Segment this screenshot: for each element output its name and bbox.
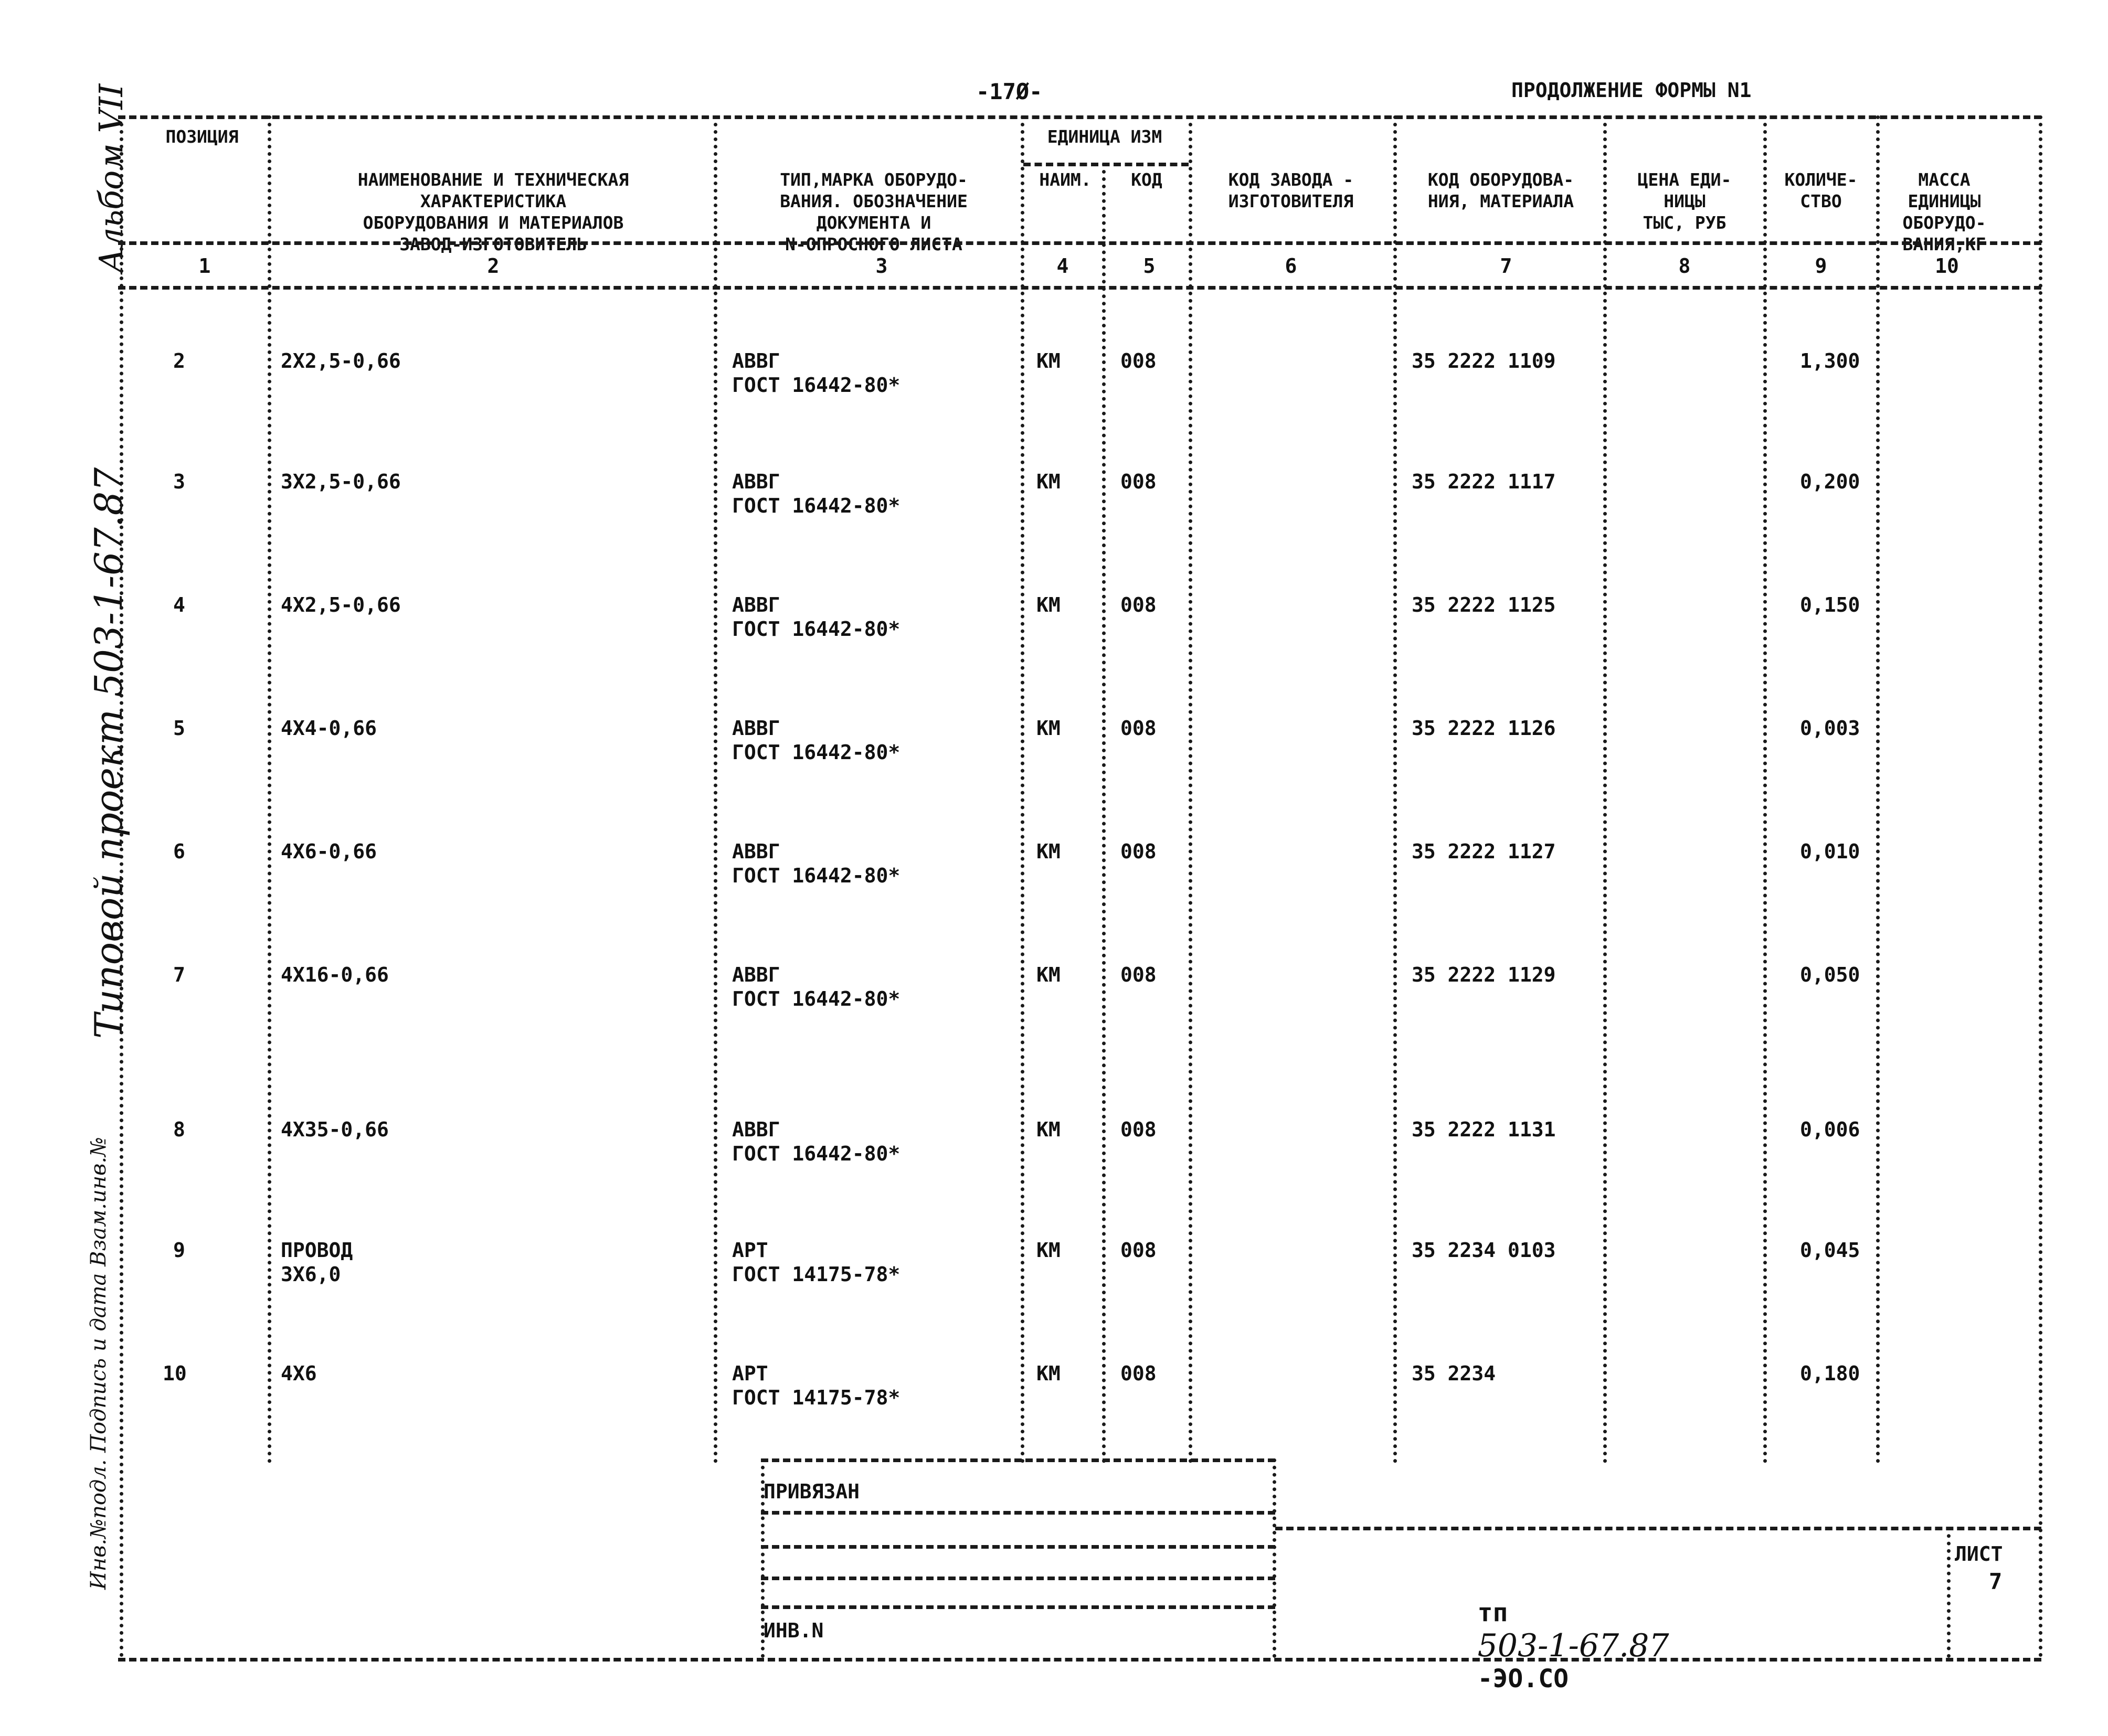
cell-code: 008	[1120, 1362, 1157, 1385]
cell-code: 008	[1120, 1239, 1157, 1262]
col-border-9	[1876, 115, 1880, 1464]
header-name: НАИМЕНОВАНИЕ И ТЕХНИЧЕСКАЯ ХАРАКТЕРИСТИКА ОБОРУДОВАНИЯ И МАТЕРИАЛОВ ЗАВОД-ИЗГОТОВИТЕЛЬ	[357, 169, 629, 254]
project-label: Типовой проект 503-1-67.87	[87, 467, 131, 1039]
cell-equipment-code: 35 2222 1129	[1412, 963, 1556, 986]
cell-code: 008	[1120, 963, 1157, 986]
rule-number-row-bottom	[118, 286, 2041, 290]
cell-name: 4X16-0,66	[281, 963, 389, 986]
col-border-4	[1102, 163, 1106, 1464]
cell-type: АВВГ ГОСТ 16442-80*	[732, 470, 901, 517]
cell-equipment-code: 35 2222 1117	[1412, 470, 1556, 493]
col-border-3	[1021, 115, 1024, 1464]
rule-footer-top	[761, 1458, 1275, 1462]
colnum-2: 2	[487, 254, 500, 278]
cell-unit: КМ	[1036, 1118, 1061, 1141]
col-border-8	[1763, 115, 1767, 1464]
colnum-10: 10	[1935, 254, 1959, 278]
cell-type: АРТ ГОСТ 14175-78*	[732, 1362, 901, 1409]
cell-code: 008	[1120, 717, 1157, 740]
cell-type: АВВГ ГОСТ 16442-80*	[732, 963, 901, 1010]
rule-header-bottom	[118, 241, 2041, 245]
rule-footer-3	[761, 1577, 1275, 1580]
cell-quantity: 0,003	[1800, 717, 1860, 740]
rule-footer-title	[1275, 1527, 2041, 1530]
stamp-label: Инв.№подл. Подпись и дата Взам.инв.№	[87, 1137, 111, 1590]
colnum-3: 3	[875, 254, 888, 278]
cell-name: 4X4-0,66	[281, 717, 377, 740]
cell-equipment-code: 35 2222 1131	[1412, 1118, 1556, 1141]
rule-top	[118, 115, 2041, 119]
cell-type: АВВГ ГОСТ 16442-80*	[732, 840, 901, 887]
col-border-left	[120, 115, 123, 1658]
header-price: ЦЕНА ЕДИ- НИЦЫ ТЫС, РУБ	[1637, 169, 1732, 233]
cell-unit: КМ	[1036, 1362, 1061, 1385]
document-code: тп 503-1-67.87 -ЭО.СО	[1477, 1598, 1669, 1694]
rule-footer-4	[761, 1605, 1275, 1609]
form-title: ПРОДОЛЖЕНИЕ ФОРМЫ N1	[1511, 79, 1752, 102]
cell-type: АВВГ ГОСТ 16442-80*	[732, 593, 901, 641]
colnum-5: 5	[1143, 254, 1156, 278]
rule-unit-subheader	[1023, 163, 1189, 166]
cell-quantity: 1,300	[1800, 349, 1860, 372]
cell-position: 10	[163, 1362, 187, 1385]
cell-name: 4X35-0,66	[281, 1118, 389, 1141]
rule-footer-2	[761, 1545, 1275, 1549]
cell-position: 6	[173, 840, 185, 863]
colnum-8: 8	[1678, 254, 1691, 278]
cell-code: 008	[1120, 470, 1157, 493]
cell-quantity: 0,045	[1800, 1239, 1860, 1262]
header-position: ПОЗИЦИЯ	[165, 126, 239, 147]
inventory-label: ИНВ.N	[764, 1619, 824, 1642]
footer-border-right	[1273, 1458, 1276, 1658]
cell-code: 008	[1120, 593, 1157, 616]
cell-position: 8	[173, 1118, 185, 1141]
col-border-7	[1603, 115, 1607, 1464]
header-type: ТИП,МАРКА ОБОРУДО- ВАНИЯ. ОБОЗНАЧЕНИЕ ДОКУМЕНТА И N-ОПРОСНОГО ЛИСТА	[780, 169, 968, 254]
cell-unit: КМ	[1036, 717, 1061, 740]
cell-equipment-code: 35 2234	[1412, 1362, 1496, 1385]
cell-unit: КМ	[1036, 593, 1061, 616]
cell-position: 3	[173, 470, 185, 493]
colnum-7: 7	[1500, 254, 1512, 278]
cell-unit: КМ	[1036, 1239, 1061, 1262]
colnum-1: 1	[198, 254, 211, 278]
cell-name: 3X2,5-0,66	[281, 470, 401, 493]
cell-position: 7	[173, 963, 185, 986]
page-number: -17Ø-	[976, 79, 1043, 104]
colnum-4: 4	[1056, 254, 1069, 278]
footer-sheet-border	[1947, 1527, 1951, 1658]
cell-equipment-code: 35 2222 1126	[1412, 717, 1556, 740]
cell-equipment-code: 35 2222 1125	[1412, 593, 1556, 616]
cell-position: 4	[173, 593, 185, 616]
col-border-right	[2039, 115, 2042, 1658]
header-unit: ЕДИНИЦА ИЗМ	[1047, 126, 1162, 147]
cell-unit: КМ	[1036, 349, 1061, 372]
cell-position: 9	[173, 1239, 185, 1262]
footer-border-left	[761, 1458, 765, 1658]
cell-type: АВВГ ГОСТ 16442-80*	[732, 1118, 901, 1165]
cell-quantity: 0,180	[1800, 1362, 1860, 1385]
cell-type: АВВГ ГОСТ 16442-80*	[732, 717, 901, 764]
rule-bottom	[118, 1658, 2041, 1662]
colnum-6: 6	[1285, 254, 1297, 278]
cell-name: 4X6	[281, 1362, 317, 1385]
attached-label: ПРИВЯЗАН	[764, 1480, 860, 1503]
cell-code: 008	[1120, 349, 1157, 372]
col-border-6	[1393, 115, 1397, 1464]
cell-type: АРТ ГОСТ 14175-78*	[732, 1239, 901, 1286]
cell-name: 2X2,5-0,66	[281, 349, 401, 372]
col-border-1	[268, 115, 271, 1464]
album-label: Альбом VII	[92, 83, 130, 273]
colnum-9: 9	[1815, 254, 1827, 278]
cell-unit: КМ	[1036, 840, 1061, 863]
cell-quantity: 0,050	[1800, 963, 1860, 986]
cell-position: 5	[173, 717, 185, 740]
cell-name: 4X2,5-0,66	[281, 593, 401, 616]
cell-quantity: 0,006	[1800, 1118, 1860, 1141]
sheet-number: 7	[1989, 1569, 2003, 1594]
header-unit-name: НАИМ.	[1039, 169, 1092, 190]
col-border-2	[714, 115, 717, 1464]
header-unit-code: КОД	[1131, 169, 1162, 190]
header-equipment-code: КОД ОБОРУДОВА- НИЯ, МАТЕРИАЛА	[1427, 169, 1574, 211]
cell-equipment-code: 35 2222 1127	[1412, 840, 1556, 863]
cell-equipment-code: 35 2222 1109	[1412, 349, 1556, 372]
col-border-5	[1189, 115, 1192, 1464]
cell-type: АВВГ ГОСТ 16442-80*	[732, 349, 901, 397]
header-mass: МАССА ЕДИНИЦЫ ОБОРУДО- ВАНИЯ,КГ	[1902, 169, 1986, 254]
header-quantity: КОЛИЧЕ- СТВО	[1784, 169, 1858, 211]
cell-position: 2	[173, 349, 185, 372]
rule-footer-1	[761, 1511, 1275, 1515]
cell-quantity: 0,010	[1800, 840, 1860, 863]
cell-unit: КМ	[1036, 963, 1061, 986]
cell-name: 4X6-0,66	[281, 840, 377, 863]
sheet-label: ЛИСТ	[1955, 1542, 2003, 1565]
cell-code: 008	[1120, 840, 1157, 863]
cell-quantity: 0,200	[1800, 470, 1860, 493]
cell-name: ПРОВОД 3X6,0	[281, 1239, 353, 1286]
header-factory-code: КОД ЗАВОДА - ИЗГОТОВИТЕЛЯ	[1228, 169, 1354, 211]
cell-quantity: 0,150	[1800, 593, 1860, 616]
cell-unit: КМ	[1036, 470, 1061, 493]
cell-equipment-code: 35 2234 0103	[1412, 1239, 1556, 1262]
cell-code: 008	[1120, 1118, 1157, 1141]
